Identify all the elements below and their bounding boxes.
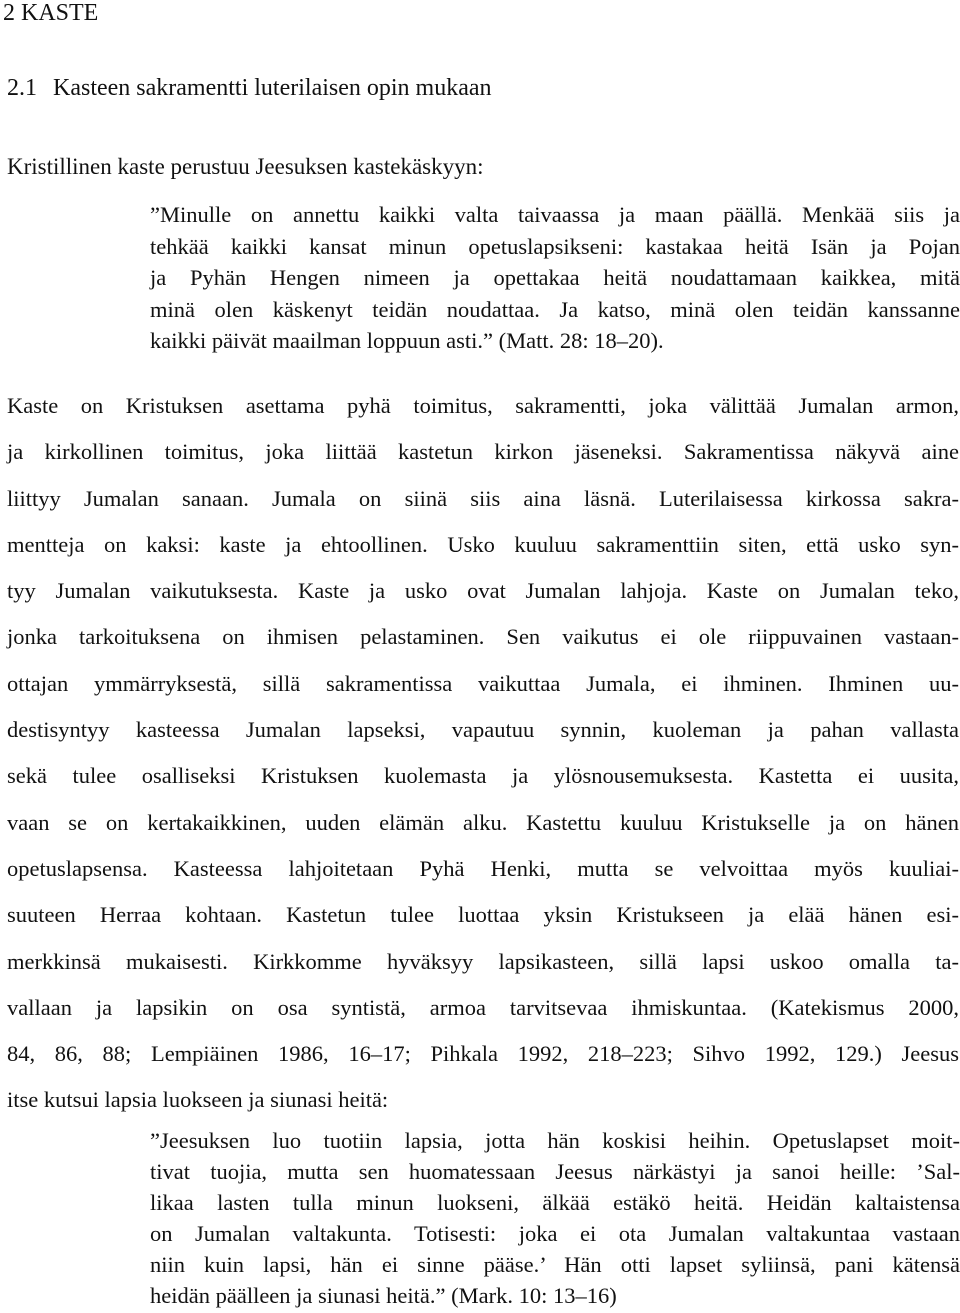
quote-line: ”Minulle on annettu kaikki valta taivaassa ja maan päällä. Menkää siis ja — [150, 202, 960, 227]
section-title: Kasteen sakramentti luterilaisen opin mukaan — [53, 75, 492, 101]
paragraph-line: vallaan ja lapsikin on osa syntistä, armoa tarvitsevaa ihmiskuntaa. (Katekismus 2000, — [7, 994, 959, 1020]
quote-line: on Jumalan valtakunta. Totisesti: joka ei ota Jumalan valtakuntaa vastaan — [150, 1221, 960, 1246]
section-heading — [7, 73, 492, 103]
paragraph-line: liittyy Jumalan sanaan. Jumala on siinä siis aina läsnä. Luterilaisessa kirkossa sakra- — [7, 485, 959, 511]
quote-line: ”Jeesuksen luo tuotiin lapsia, jotta hän koskisi heihin. Opetuslapset moit- — [150, 1128, 960, 1153]
quote-line: likaa lasten tulla minun luokseni, älkää estäkö heitä. Heidän kaltaistensa — [150, 1190, 960, 1215]
block-quote-mark — [150, 1125, 960, 1311]
paragraph-line: tyy Jumalan vaikutuksesta. Kaste ja usko ovat Jumalan lahjoja. Kaste on Jumalan teko, — [7, 578, 959, 604]
quote-line: minä olen käskenyt teidän noudattaa. Ja katso, minä olen teidän kanssanne — [150, 296, 960, 322]
paragraph-line: ja kirkollinen toimitus, joka liittää kastetun kirkon jäseneksi. Sakramentissa näkyvä aine — [7, 439, 959, 465]
paragraph-line: 84, 86, 88; Lempiäinen 1986, 16–17; Pihkala 1992, 218–223; Sihvo 1992, 129.) Jeesus — [7, 1041, 959, 1067]
paragraph-line: itse kutsui lapsia luokseen ja siunasi heitä: — [7, 1087, 389, 1113]
paragraph-line: sekä tulee osalliseksi Kristuksen kuolemasta ja ylösnousemuksesta. Kastetta ei uusita, — [7, 763, 959, 789]
quote-line: ja Pyhän Hengen nimeen ja opettakaa heitä noudattamaan kaikkea, mitä — [150, 265, 960, 290]
block-quote-matthew — [150, 199, 960, 357]
paragraph-line: mentteja on kaksi: kaste ja ehtoollinen. Usko kuuluu sakramenttiin siten, että usko syn- — [7, 531, 959, 557]
paragraph-line: opetuslapsensa. Kasteessa lahjoitetaan Pyhä Henki, mutta se velvoittaa myös kuuliai- — [7, 855, 959, 881]
quote-line: heidän päälleen ja siunasi heitä.” (Mark. 10: 13–16) — [150, 1283, 617, 1308]
paragraph-line: jonka tarkoituksena on ihmisen pelastaminen. Sen vaikutus ei ole riippuvainen vastaan- — [7, 624, 959, 650]
paragraph-line: vaan se on kertakaikkinen, uuden elämän alku. Kastettu kuuluu Kristukselle ja on hänen — [7, 809, 959, 835]
paragraph-line: ottajan ymmärryksestä, sillä sakramentissa vaikuttaa Jumala, ei ihminen. Ihminen uu- — [7, 670, 959, 696]
paragraph-line: Kaste on Kristuksen asettama pyhä toimitus, sakramentti, joka välittää Jumalan armon, — [7, 393, 959, 418]
body-paragraph — [7, 383, 959, 1124]
paragraph-line: destisyntyy kasteessa Jumalan lapseksi, vapautuu synnin, kuoleman ja pahan vallasta — [7, 717, 959, 743]
quote-line: niin kuin lapsi, hän ei sinne pääse.’ Hän otti lapset syliinsä, pani kätensä — [150, 1252, 960, 1277]
section-number: 2.1 — [7, 75, 37, 101]
chapter-heading: 2 KASTE — [3, 0, 99, 26]
quote-line: tehkää kaikki kansat minun opetuslapsikseni: kastakaa heitä Isän ja Pojan — [150, 233, 960, 259]
paragraph-line: suuteen Herraa kohtaan. Kastetun tulee luottaa yksin Kristukseen ja elää hänen esi- — [7, 902, 959, 928]
quote-line: tivat tuojia, mutta sen huomatessaan Jeesus närkästyi ja sanoi heille: ’Sal- — [150, 1159, 960, 1184]
paragraph-line: merkkinsä mukaisesti. Kirkkomme hyväksyy lapsikasteen, sillä lapsi uskoo omalla ta- — [7, 948, 959, 974]
quote-line: kaikki päivät maailman loppuun asti.” (Matt. 28: 18–20). — [150, 328, 664, 353]
intro-sentence: Kristillinen kaste perustuu Jeesuksen kastekäskyyn: — [7, 154, 484, 179]
